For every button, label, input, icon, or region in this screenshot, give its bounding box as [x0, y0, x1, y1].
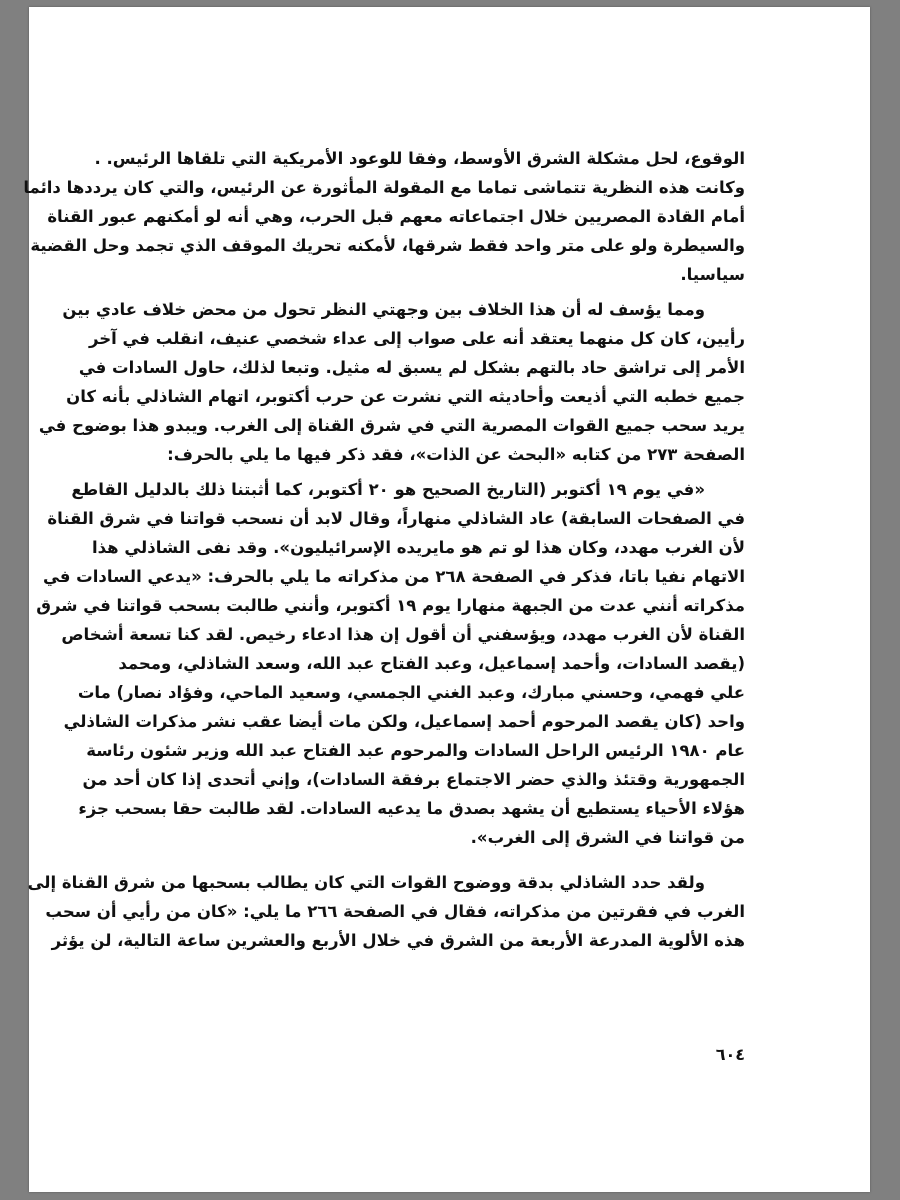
text-line: رأيين، كان كل منهما يعتقد أنه على صواب إلى عداء شخصي عنيف، انقلب في آخر: [88, 329, 745, 348]
text-line: ولقد حدد الشاذلي بدقة ووضوح القوات التي كان يطالب بسحبها من شرق القناة إلى: [27, 873, 705, 892]
text-line: علي فهمي، وحسني مبارك، وعبد الغني الجمسي، وسعيد الماحي، وفؤاد نصار) مات: [77, 683, 745, 702]
text-line: في الصفحات السابقة) عاد الشاذلي منهاراً، وقال لابد أن نسحب قواتنا في شرق القناة: [47, 509, 745, 528]
text-line: الجمهورية وقتئذ والذي حضر الاجتماع برفقة السادات)، وإني أتحدى إذا كان أحد من: [82, 770, 745, 789]
page-number: ٦٠٤: [715, 1045, 745, 1064]
text-line: هذه الألوية المدرعة الأربعة من الشرق في خلال الأربع والعشرين ساعة التالية، لن يؤثر: [51, 931, 745, 950]
paragraph: [23, 144, 745, 289]
text-line: هؤلاء الأحياء يستطيع أن يشهد بصدق ما يدعيه السادات. لقد طالبت حقا بسحب جزء: [78, 799, 745, 818]
text-line: «في يوم ١٩ أكتوبر (التاريخ الصحيح هو ٢٠ أكتوبر، كما أثبتنا ذلك بالدليل القاطع: [71, 480, 705, 499]
text-line: مذكراته أنني عدت من الجبهة منهارا يوم ١٩ أكتوبر، وأنني طالبت بسحب قواتنا في شرق: [36, 596, 745, 615]
text-line: لأن الغرب مهدد، وكان هذا لو تم هو مايريده الإسرائيليون». وقد نفى الشاذلي هذا: [91, 538, 745, 557]
text-line: جميع خطبه التي أذيعت وأحاديثه التي نشرت عن حرب أكتوبر، اتهام الشاذلي بأنه كان: [66, 387, 745, 406]
text-line: الوقوع، لحل مشكلة الشرق الأوسط، وفقا للوعود الأمريكية التي تلقاها الرئيس. .: [94, 149, 745, 168]
text-line: ومما يؤسف له أن هذا الخلاف بين وجهتي النظر تحول من محض خلاف عادي بين: [62, 300, 705, 319]
page-text: [23, 144, 745, 961]
paragraph: [38, 295, 745, 469]
text-line: الاتهام نفيا باتا، فذكر في الصفحة ٢٦٨ من مذكراته ما يلي بالحرف: «يدعي السادات في: [42, 567, 745, 586]
text-line: يريد سحب جميع القوات المصرية التي في شرق القناة إلى الغرب. ويبدو هذا بوضوح في: [38, 416, 745, 435]
text-line: والسيطرة ولو على متر واحد فقط شرقها، لأمكنه تحريك الموقف الذي تجمد وحل القضية: [30, 236, 745, 255]
book-page: [23, 7, 870, 1192]
text-line: الغرب في فقرتين من مذكراته، فقال في الصفحة ٢٦٦ ما يلي: «كان من رأيي أن سحب: [45, 902, 745, 921]
paragraph: [36, 475, 745, 852]
text-line: القناة لأن الغرب مهدد، ويؤسفني أن أقول إن هذا ادعاء رخيص. لقد كنا تسعة أشخاص: [61, 625, 745, 644]
text-line: أمام القادة المصريين خلال اجتماعاته معهم قبل الحرب، وهي أنه لو أمكنهم عبور القناة: [47, 207, 745, 226]
text-line: عام ١٩٨٠ الرئيس الراحل السادات والمرحوم عبد الفتاح عبد الله وزير شئون رئاسة: [86, 741, 745, 760]
text-line: الصفحة ٢٧٣ من كتابه «البحث عن الذات»، فقد ذكر فيها ما يلي بالحرف:: [167, 445, 745, 464]
paragraph: [27, 868, 745, 955]
text-line: (يقصد السادات، وأحمد إسماعيل، وعبد الفتاح عبد الله، وسعد الشاذلي، ومحمد: [118, 654, 745, 673]
text-line: واحد (كان يقصد المرحوم أحمد إسماعيل، ولكن مات أيضا عقب نشر مذكرات الشاذلي: [63, 712, 745, 731]
text-line: سياسيا.: [680, 265, 745, 284]
text-line: وكانت هذه النظرية تتماشى تماما مع المقولة المأثورة عن الرئيس، والتي كان يرددها دائما: [23, 178, 745, 197]
text-line: الأمر إلى تراشق حاد بالتهم بشكل لم يسبق له مثيل. وتبعا لذلك، حاول السادات في: [78, 358, 745, 377]
text-line: من قواتنا في الشرق إلى الغرب».: [470, 828, 745, 847]
